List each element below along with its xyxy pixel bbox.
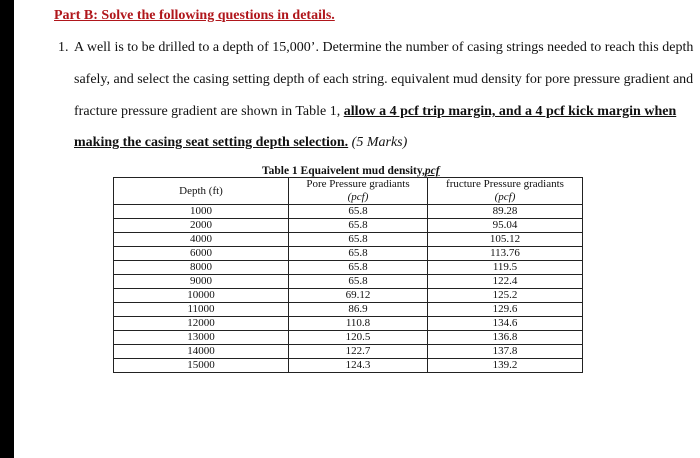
depth-cell: 11000 (114, 303, 289, 317)
depth-cell: 15000 (114, 359, 289, 373)
table-row (114, 261, 583, 275)
question-line-3 (74, 104, 676, 120)
depth-cell: 10000 (114, 289, 289, 303)
fracture-cell: 137.8 (428, 345, 583, 359)
question-line-3-text: fracture pressure gradient are shown in Table 1, (74, 104, 341, 119)
header-fracture (428, 178, 583, 205)
pore-cell: 122.7 (289, 345, 428, 359)
mud-density-table (113, 177, 583, 373)
pore-cell: 65.8 (289, 247, 428, 261)
depth-cell: 2000 (114, 219, 289, 233)
question-emphasis-1: allow a 4 pcf trip margin, and a 4 pcf kick margin when (343, 104, 677, 119)
pore-cell: 124.3 (289, 359, 428, 373)
question-number: 1. (58, 40, 69, 55)
table-row (114, 233, 583, 247)
depth-cell: 4000 (114, 233, 289, 247)
fracture-cell: 119.5 (428, 261, 583, 275)
table-caption-text: Table 1 Equaivelent mud density, (262, 165, 425, 177)
header-pore (289, 178, 428, 205)
pore-cell: 120.5 (289, 331, 428, 345)
fracture-cell: 95.04 (428, 219, 583, 233)
part-title: Part B: Solve the following questions in details. (54, 8, 335, 23)
question-line-1: A well is to be drilled to a depth of 15,000’. Determine the number of casing strings needed to reach this depth (74, 40, 694, 55)
table-row (114, 345, 583, 359)
table-header-row (114, 178, 583, 205)
depth-cell: 12000 (114, 317, 289, 331)
table-body (114, 205, 583, 373)
pore-cell: 65.8 (289, 275, 428, 289)
table-row (114, 317, 583, 331)
pore-cell: 110.8 (289, 317, 428, 331)
table-row (114, 359, 583, 373)
document-page (14, 0, 700, 458)
pore-cell: 65.8 (289, 219, 428, 233)
pore-cell: 69.12 (289, 289, 428, 303)
depth-cell: 13000 (114, 331, 289, 345)
depth-cell: 1000 (114, 205, 289, 219)
fracture-cell: 136.8 (428, 331, 583, 345)
pore-cell: 65.8 (289, 261, 428, 275)
header-fracture-unit: (pcf) (494, 191, 516, 203)
question-line-4 (74, 135, 407, 151)
table-row (114, 331, 583, 345)
pore-cell: 65.8 (289, 233, 428, 247)
fracture-cell: 122.4 (428, 275, 583, 289)
table-row (114, 205, 583, 219)
fracture-cell: 113.76 (428, 247, 583, 261)
table-row (114, 247, 583, 261)
table-row (114, 275, 583, 289)
depth-cell: 14000 (114, 345, 289, 359)
question-marks: (5 Marks) (351, 135, 408, 150)
pore-cell: 86.9 (289, 303, 428, 317)
depth-cell: 9000 (114, 275, 289, 289)
question-line-2: safely, and select the casing setting depth of each string. equivalent mud density for pore pressure gradient and (74, 72, 694, 87)
header-depth: Depth (ft) (114, 178, 289, 205)
header-fracture-label: fructure Pressure gradiants (446, 178, 564, 190)
header-pore-label: Pore Pressure gradiants (306, 178, 410, 190)
fracture-cell: 125.2 (428, 289, 583, 303)
table-row (114, 219, 583, 233)
fracture-cell: 89.28 (428, 205, 583, 219)
table-caption-unit: pcf (424, 165, 440, 177)
table-row (114, 303, 583, 317)
fracture-cell: 134.6 (428, 317, 583, 331)
table-caption (262, 165, 440, 177)
fracture-cell: 129.6 (428, 303, 583, 317)
fracture-cell: 105.12 (428, 233, 583, 247)
depth-cell: 6000 (114, 247, 289, 261)
header-pore-unit: (pcf) (347, 191, 369, 203)
depth-cell: 8000 (114, 261, 289, 275)
fracture-cell: 139.2 (428, 359, 583, 373)
question-emphasis-2: making the casing seat setting depth selection. (74, 135, 349, 150)
table-row (114, 289, 583, 303)
pore-cell: 65.8 (289, 205, 428, 219)
